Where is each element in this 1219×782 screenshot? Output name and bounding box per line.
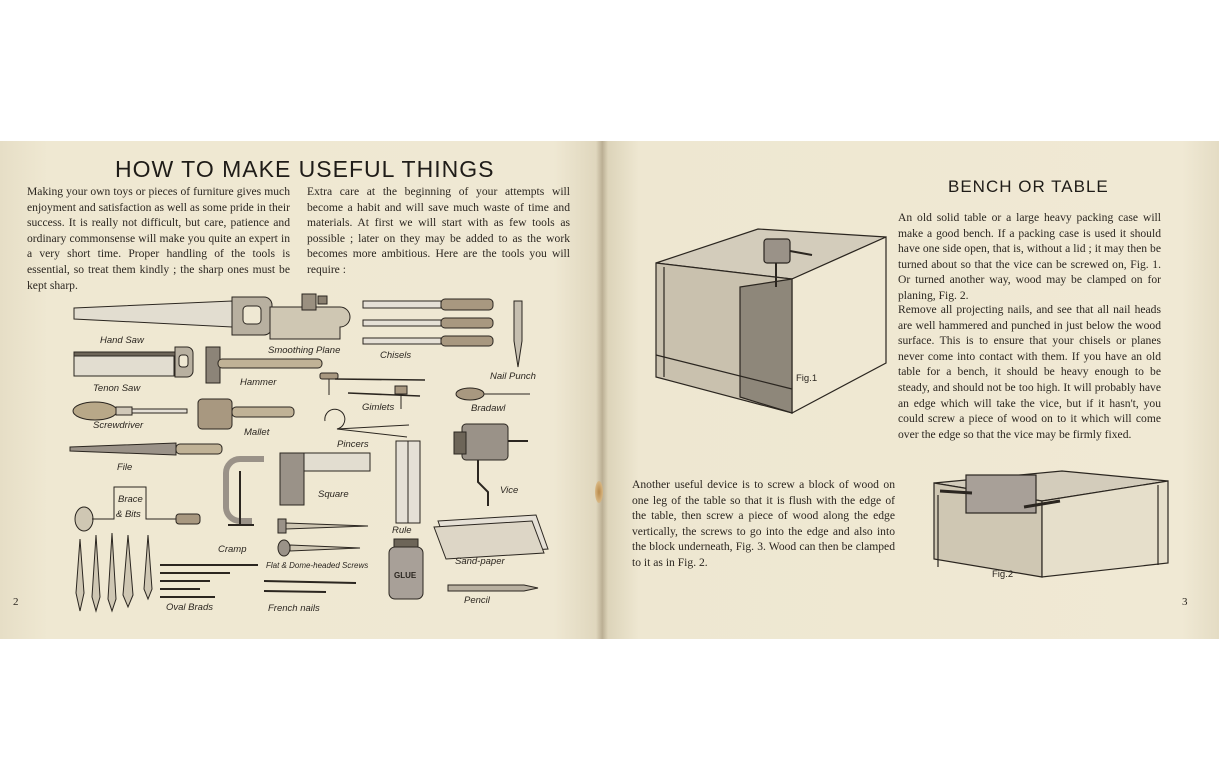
nail-punch-icon <box>514 301 522 367</box>
label-brace: Brace <box>118 494 143 505</box>
bench-paragraph-1: An old solid table or a large heavy packing case will make a good bench. If a packing case is used it should have one side open, that is, without a lid ; it may then be turned about so that the vice can be screwed on, Fig. 1. Or turned another way, wood may be clamped on for planing, Fig. 2. <box>898 211 1161 302</box>
label-pincers: Pincers <box>337 439 369 450</box>
figure-2 <box>932 467 1172 583</box>
label-vice: Vice <box>500 485 519 496</box>
paper-stain <box>595 481 603 503</box>
rule-icon <box>396 441 420 523</box>
label-file: File <box>117 462 133 473</box>
label-bits: & Bits <box>116 509 141 520</box>
tool-labels <box>93 335 536 614</box>
label-square: Square <box>318 489 349 500</box>
label-screwdriver: Screwdriver <box>93 420 144 431</box>
label-bradawl: Bradawl <box>471 403 506 414</box>
page-number-right: 3 <box>1182 596 1188 608</box>
label-rule: Rule <box>392 525 412 536</box>
mallet-icon <box>198 399 294 429</box>
page-title: HOW TO MAKE USEFUL THINGS <box>115 156 495 182</box>
cramp-icon <box>226 459 264 525</box>
bench-paragraph-2: Remove all projecting nails, and see that all nail heads are well hammered and punched in just below the wood surface. This is to ensure that your chisels or planes never come into contact with them. If you have an old table for a bench, it should be heavy enough to be steady, and should not be too high. It will probably have an edge which will take the vice, but if it hasn't, you could screw a piece of wood on to it which will come over the edge so that the vice may be firmly fixed. <box>898 303 1161 441</box>
pencil-icon <box>448 585 538 591</box>
label-cramp: Cramp <box>218 544 247 555</box>
page-number-left: 2 <box>13 596 19 608</box>
label-hand-saw: Hand Saw <box>100 335 144 346</box>
glue-label: GLUE <box>394 571 417 580</box>
sand-paper-icon <box>434 515 548 559</box>
label-sand-paper: Sand-paper <box>455 556 505 567</box>
screwdriver-icon <box>73 402 187 420</box>
bits-icon <box>76 533 152 611</box>
figure-1 <box>652 227 892 417</box>
label-screws: Flat & Dome-headed Screws <box>266 561 369 570</box>
label-pencil: Pencil <box>464 595 490 606</box>
fig2-label: Fig.2 <box>992 569 1014 580</box>
pincers-icon <box>325 409 409 437</box>
intro-paragraph: Making your own toys or pieces of furniture gives much enjoyment and satisfaction as well as some pride in their success. It is really not difficult, but care, patience and ordinary commonsense will make you quite an expert in a very short time. Proper handling of the tools is essential, so treat them kindly ; the sharp ones must be kept sharp. <box>27 185 290 292</box>
label-smoothing-plane: Smoothing Plane <box>268 345 341 356</box>
french-nails-icon <box>264 581 356 592</box>
screws-icon <box>278 519 368 556</box>
bench-paragraph-3: Another useful device is to screw a block of wood on one leg of the table so that it is flush with the edge of the table, then screw a piece of wood along the edge vertically, the screws to go into the edge and also into the block underneath, Fig. 3. Wood can then be clamped to it as in Fig. 2. <box>632 478 895 569</box>
label-gimlets: Gimlets <box>362 402 395 413</box>
box-inner-shadow <box>740 279 792 413</box>
right-page <box>602 141 1219 639</box>
bradawl-icon <box>456 388 530 400</box>
left-page <box>0 141 602 639</box>
book-spread <box>0 141 1219 639</box>
fig1-label: Fig.1 <box>796 373 818 384</box>
book-gutter <box>596 141 608 639</box>
label-french-nails: French nails <box>268 603 320 614</box>
label-tenon-saw: Tenon Saw <box>93 383 141 394</box>
tenon-saw-icon <box>74 347 193 377</box>
label-oval-brads: Oval Brads <box>166 602 213 613</box>
tools-paragraph: Extra care at the beginning of your attempts will become a habit and will save much waste of time and materials. At first we will start with as few tools as possible ; later on they may be added to as the work becomes more ambitious. Here are the tools you will require : <box>307 185 570 276</box>
glue-pot-icon <box>389 539 423 599</box>
chisels-icon <box>363 299 493 346</box>
file-icon <box>70 443 222 455</box>
label-hammer: Hammer <box>240 377 277 388</box>
label-chisels: Chisels <box>380 350 412 361</box>
oval-brads-icon <box>160 565 258 597</box>
smoothing-plane-icon <box>270 294 350 339</box>
section-title: BENCH OR TABLE <box>948 177 1109 196</box>
label-nail-punch: Nail Punch <box>490 371 536 382</box>
label-mallet: Mallet <box>244 427 270 438</box>
hand-saw-icon <box>74 297 272 335</box>
tools-illustration <box>0 141 602 639</box>
